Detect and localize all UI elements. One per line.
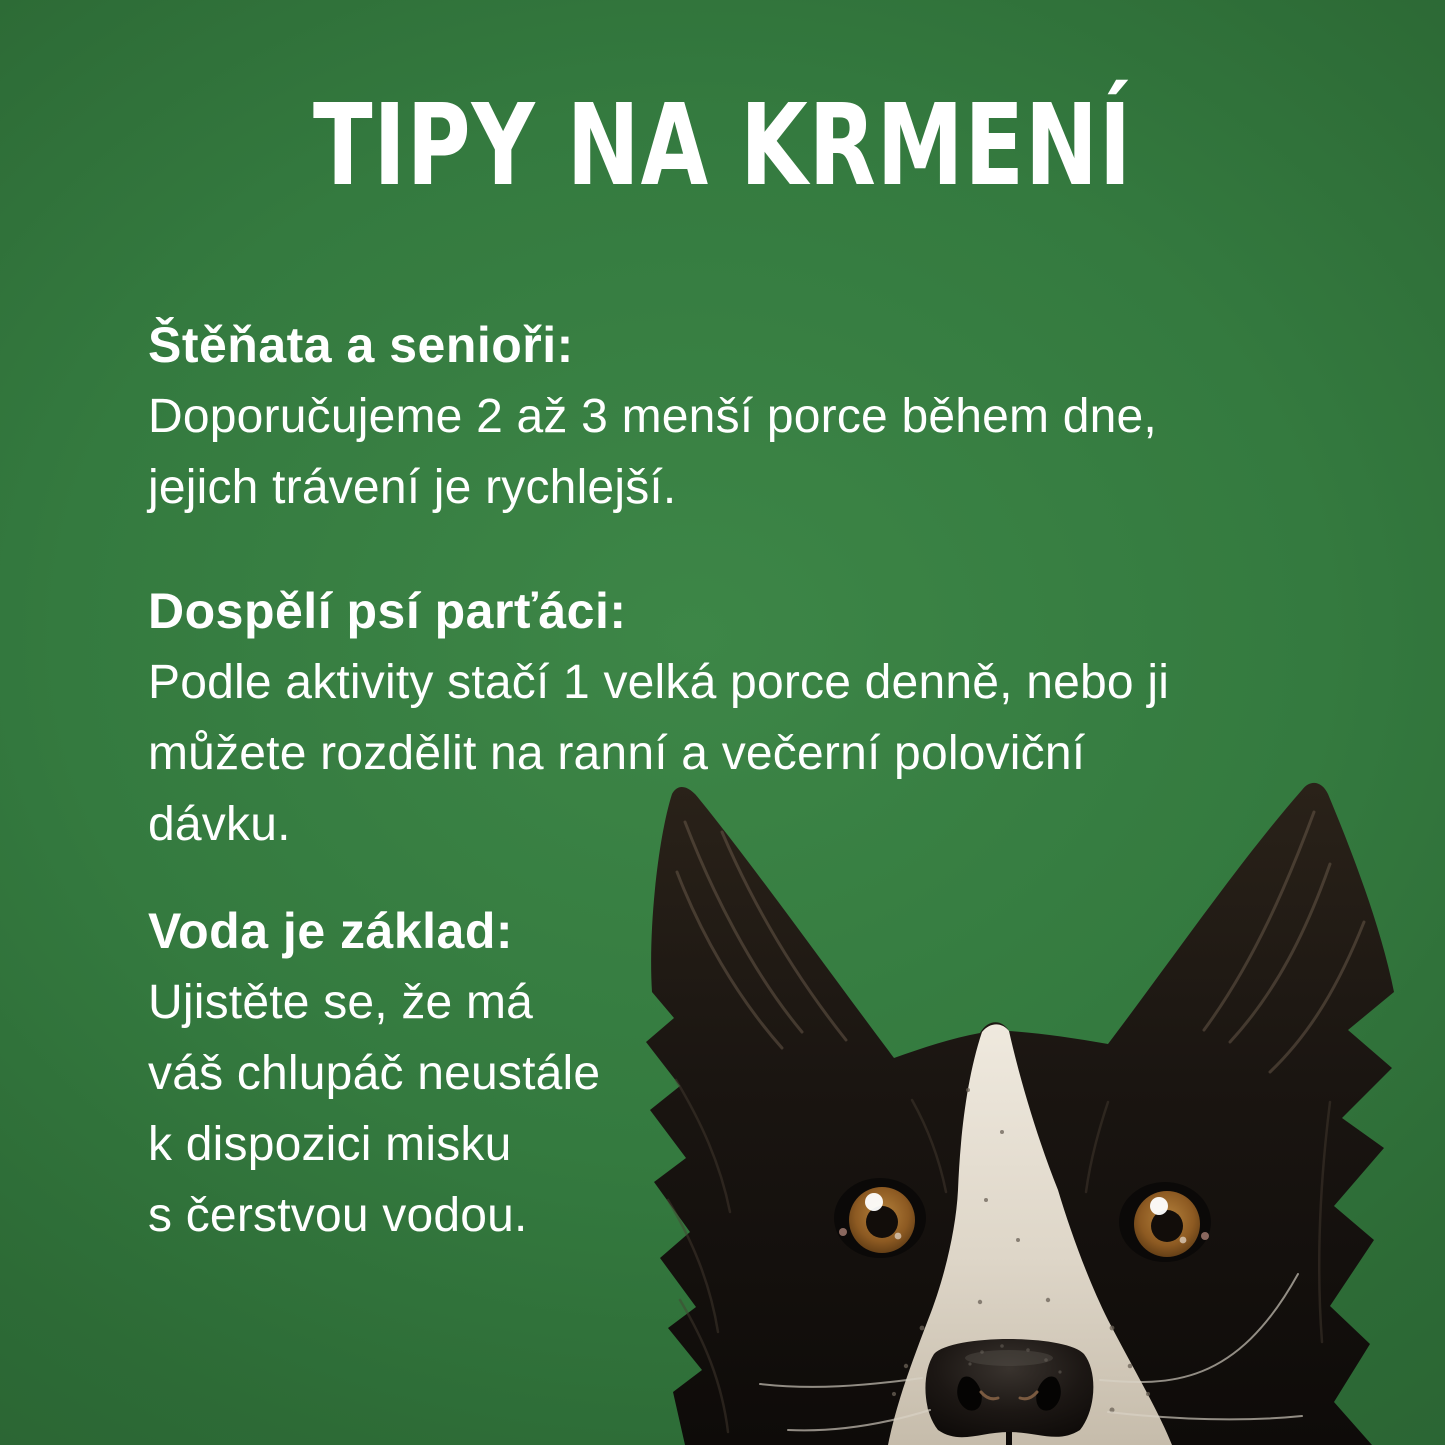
- tip-text-line: Ujistěte se, že má: [148, 976, 534, 1029]
- tip-water: [148, 896, 668, 1251]
- tip-text-line: můžete rozdělit na ranní a večerní poloviční: [148, 727, 1086, 780]
- tip-text-line: Podle aktivity stačí 1 velká porce denně, nebo ji: [148, 656, 1170, 709]
- tip-text-line: Doporučujeme 2 až 3 menší porce během dne,: [148, 390, 1157, 443]
- tip-heading: Dospělí psí parťáci:: [148, 583, 627, 639]
- tip-text-line: dávku.: [148, 798, 291, 851]
- tip-heading: Voda je základ:: [148, 903, 514, 959]
- dog-photo: [630, 780, 1445, 1445]
- tip-text-line: váš chlupáč neustále: [148, 1047, 601, 1100]
- dog-nose: [925, 1339, 1093, 1445]
- tip-heading: Štěňata a senioři:: [148, 317, 574, 373]
- tip-text-line: jejich trávení je rychlejší.: [148, 461, 677, 514]
- dog-right-eye: [1119, 1182, 1211, 1262]
- tip-text-line: k dispozici misku: [148, 1118, 512, 1171]
- tip-text-line: s čerstvou vodou.: [148, 1189, 528, 1242]
- page-title: TIPY NA KRMENÍ: [312, 81, 1133, 211]
- dog-left-eye: [834, 1178, 926, 1258]
- tip-puppies-seniors: [148, 310, 1378, 523]
